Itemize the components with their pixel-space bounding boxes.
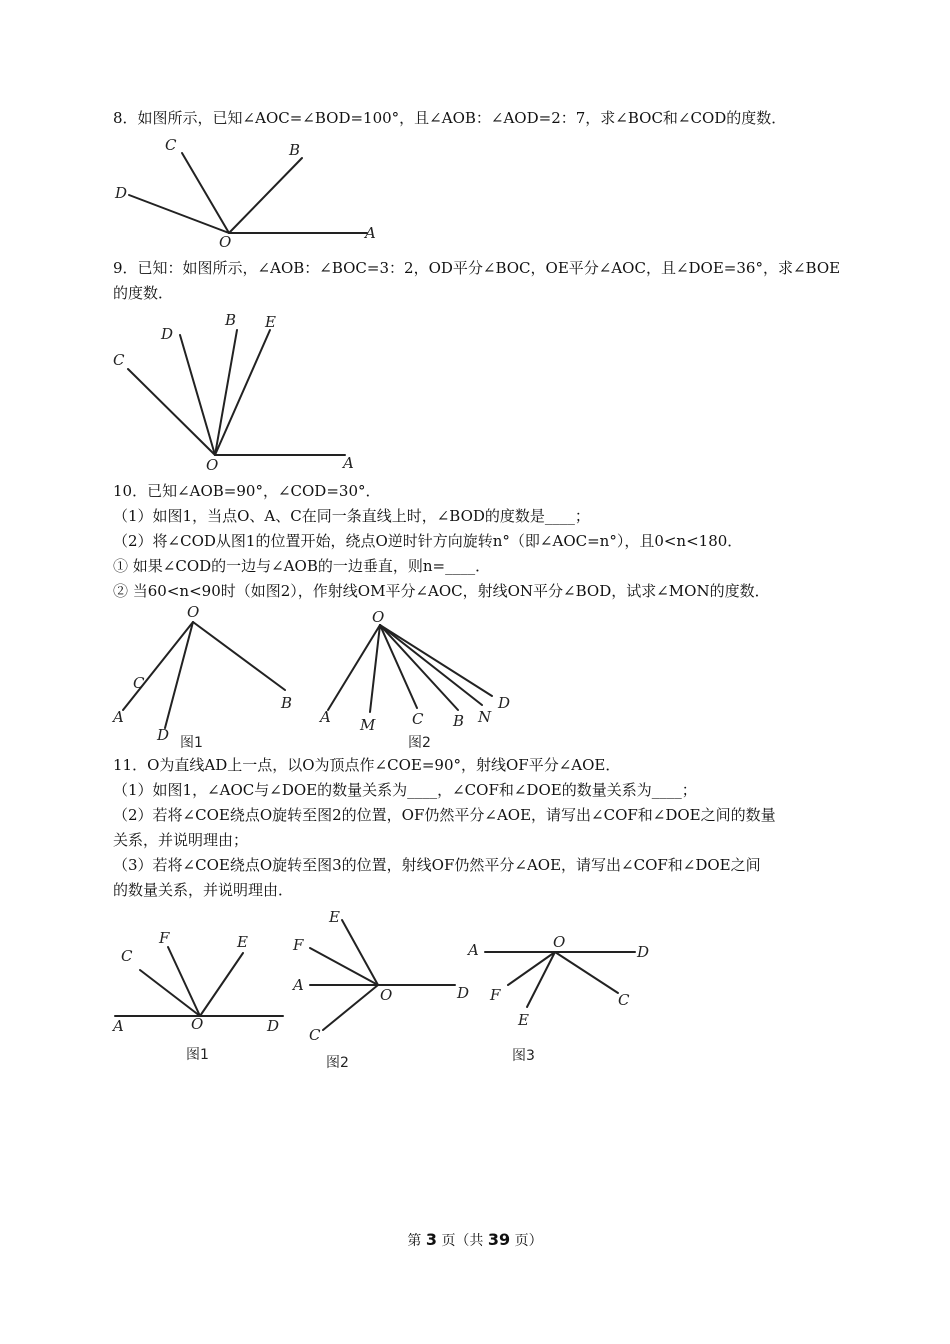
label-F: F bbox=[159, 929, 170, 947]
ray-OE bbox=[200, 953, 243, 1016]
label-D: D bbox=[267, 1017, 280, 1035]
label-C: C bbox=[121, 947, 133, 965]
label-O: O bbox=[380, 986, 393, 1004]
page-footer bbox=[0, 1230, 950, 1250]
label-F: F bbox=[490, 986, 501, 1004]
footer-mid: 页（共 bbox=[441, 1233, 484, 1249]
label-C: C bbox=[309, 1026, 321, 1044]
label-D: D bbox=[157, 726, 170, 744]
ray-OB bbox=[215, 330, 237, 455]
footer-prefix: 第 bbox=[407, 1233, 422, 1249]
q9-text-line2: 的度数． bbox=[113, 284, 174, 302]
label-O: O bbox=[219, 233, 232, 251]
q11-text-line4: 关系，并说明理由； bbox=[113, 831, 249, 849]
label-B: B bbox=[225, 311, 237, 329]
q10-text-line2: （1）如图1，当点O、A、C在同一条直线上时，∠BOD的度数是____； bbox=[113, 507, 590, 525]
label-A: A bbox=[468, 941, 479, 959]
label-A: A bbox=[113, 1017, 124, 1035]
label-E: E bbox=[265, 313, 276, 331]
q10-figure2 bbox=[310, 600, 530, 740]
ray-OC bbox=[555, 952, 618, 993]
label-B: B bbox=[453, 712, 465, 730]
q10-text-line5: ② 当60<n<90时（如图2），作射线OM平分∠AOC，射线ON平分∠BOD，试求∠MON的度数． bbox=[113, 582, 770, 600]
ray-OD bbox=[165, 622, 193, 728]
q10-text-line1: 10．已知∠AOB=90°，∠COD=30°． bbox=[113, 482, 381, 500]
label-E: E bbox=[329, 908, 340, 926]
ray-OF bbox=[508, 952, 555, 985]
q11-text-line3: （2）若将∠COE绕点O旋转至图2的位置，OF仍然平分∠AOE，请写出∠COF和∠DOE之间的数量 bbox=[113, 806, 776, 824]
q11-text-line6: 的数量关系，并说明理由． bbox=[113, 881, 294, 899]
label-E: E bbox=[237, 933, 248, 951]
footer-total-pages: 39 bbox=[487, 1230, 511, 1249]
label-D: D bbox=[498, 694, 511, 712]
q11-text-line1: 11．O为直线AD上一点，以O为顶点作∠COE=90°，射线OF平分∠AOE． bbox=[113, 756, 621, 774]
label-C: C bbox=[412, 710, 424, 728]
label-A: A bbox=[343, 454, 354, 472]
label-O: O bbox=[187, 603, 200, 621]
label-E: E bbox=[518, 1011, 529, 1029]
q11-text-line5: （3）若将∠COE绕点O旋转至图3的位置，射线OF仍然平分∠AOE，请写出∠COF和∠DOE之间 bbox=[113, 856, 761, 874]
q11-fig2-caption: 图2 bbox=[326, 1055, 349, 1071]
label-A: A bbox=[365, 224, 376, 242]
q11-figure2 bbox=[285, 900, 485, 1050]
ray-OC bbox=[323, 985, 378, 1030]
q8-figure bbox=[105, 135, 395, 250]
ray-OB bbox=[229, 158, 302, 233]
label-C: C bbox=[618, 991, 630, 1009]
label-D: D bbox=[115, 184, 128, 202]
q11-fig1-caption: 图1 bbox=[186, 1047, 209, 1063]
label-A: A bbox=[320, 708, 331, 726]
label-D: D bbox=[161, 325, 174, 343]
label-B: B bbox=[281, 694, 293, 712]
label-B: B bbox=[289, 141, 301, 159]
footer-suffix: 页） bbox=[514, 1233, 543, 1249]
label-C: C bbox=[165, 136, 177, 154]
label-A: A bbox=[293, 976, 304, 994]
ray-OE bbox=[215, 330, 270, 455]
q9-text-line1: 9．已知：如图所示，∠AOB：∠BOC=3：2，OD平分∠BOC，OE平分∠AOC，且∠DOE=36°，求∠BOE bbox=[113, 259, 841, 277]
q9-figure bbox=[105, 305, 365, 475]
ray-ON bbox=[380, 625, 482, 705]
ray-OF bbox=[168, 947, 200, 1016]
ray-OD bbox=[129, 195, 229, 233]
q10-fig2-caption: 图2 bbox=[408, 735, 431, 751]
label-A: A bbox=[113, 708, 124, 726]
q11-figure1 bbox=[105, 925, 295, 1040]
label-O: O bbox=[372, 608, 385, 626]
q10-text-line3: （2）将∠COD从图1的位置开始，绕点O逆时针方向旋转n°（即∠AOC=n°），且0<n<180． bbox=[113, 532, 743, 550]
footer-page-number: 3 bbox=[425, 1230, 437, 1249]
q8-text: 8．如图所示，已知∠AOC=∠BOD=100°，且∠AOB：∠AOD=2：7，求∠BOC和∠COD的度数． bbox=[113, 109, 787, 127]
ray-OB bbox=[193, 622, 285, 690]
q11-fig3-caption: 图3 bbox=[512, 1048, 535, 1064]
q11-text-line2: （1）如图1，∠AOC与∠DOE的数量关系为____，∠COF和∠DOE的数量关系为____； bbox=[113, 781, 697, 799]
label-O: O bbox=[553, 933, 566, 951]
ray-OC bbox=[140, 970, 200, 1016]
label-C: C bbox=[133, 674, 145, 692]
label-O: O bbox=[191, 1015, 204, 1033]
ray-OA bbox=[123, 622, 193, 710]
q11-figure3 bbox=[460, 925, 660, 1040]
label-C: C bbox=[113, 351, 125, 369]
label-M: M bbox=[360, 716, 376, 734]
ray-OC bbox=[182, 153, 229, 233]
label-N: N bbox=[478, 708, 492, 726]
label-O: O bbox=[206, 456, 219, 474]
label-F: F bbox=[293, 936, 304, 954]
label-D: D bbox=[457, 984, 470, 1002]
label-D: D bbox=[637, 943, 650, 961]
q10-fig1-caption: 图1 bbox=[180, 735, 203, 751]
q10-text-line4: ① 如果∠COD的一边与∠AOB的一边垂直，则n=____． bbox=[113, 557, 491, 575]
ray-OE bbox=[527, 952, 555, 1007]
